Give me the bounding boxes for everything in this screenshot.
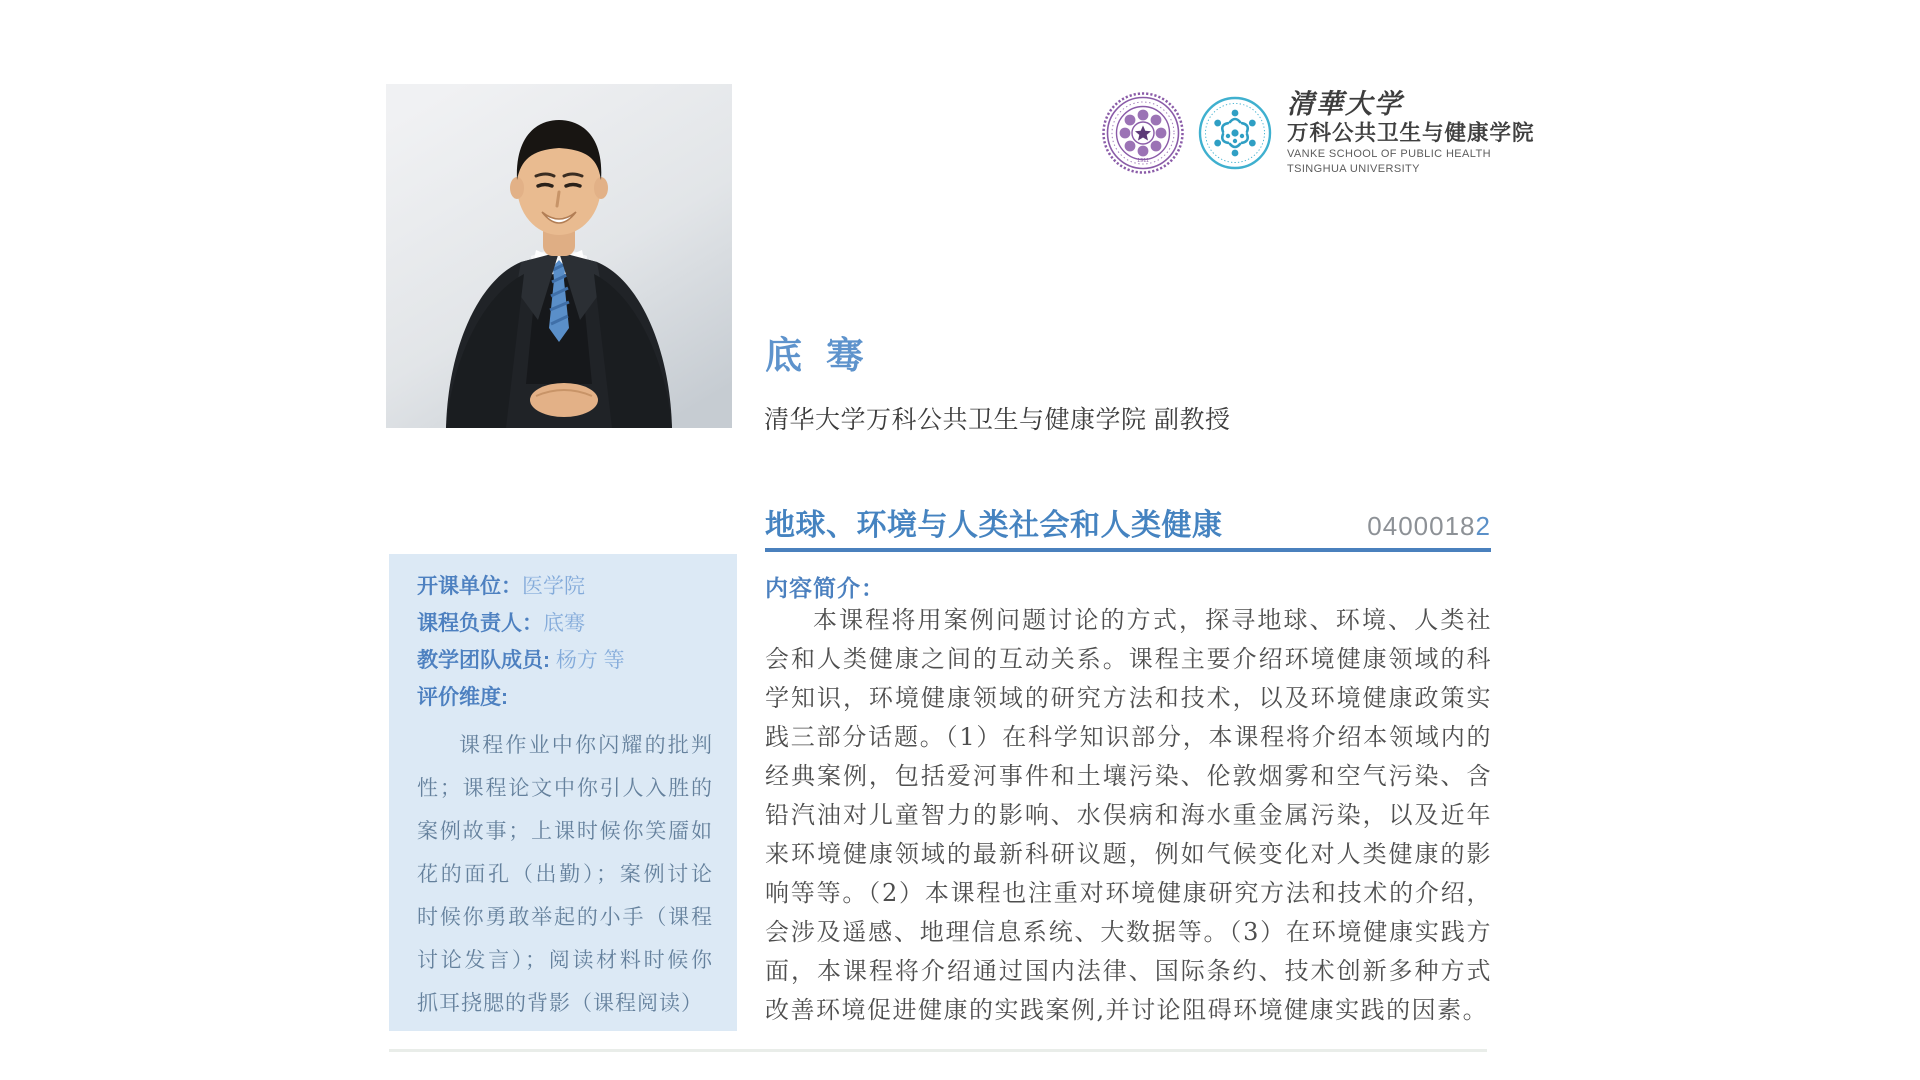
info-value: 底骞: [543, 612, 585, 635]
course-title: 地球、环境与人类社会和人类健康: [765, 509, 1223, 542]
tsinghua-calligraphy: 清華大学: [1287, 89, 1403, 120]
svg-text:1911: 1911: [1137, 157, 1149, 164]
intro-paragraph: 本课程将用案例问题讨论的方式，探寻地球、环境、人类社会和人类健康之间的互动关系。课程主要介绍环境健康领域的科学知识，环境健康领域的研究方法和技术，以及环境健康政策实践三部分话题。（1）在科学知识部分，本课程将介绍本领域内的经典案例，包括爱河事件和土壤污染、伦敦烟雾和空气污染、含铅汽油对儿童智力的影响、水俣病和海水重金属污染，以及近年来环境健康领域的最新科研议题，例如气候变化对人类健康的影响等等。（2）本课程也注重对环境健康研究方法和技术的介绍，会涉及遥感、地理信息系统、大数据等。（3）在环境健康实践方面，本课程将介绍通过国内法律、国际条约、技术创新多种方式改善环境促进健康的实践案例,并讨论阻碍环境健康实践的因素。: [765, 606, 1492, 1024]
school-name-en-line2: TSINGHUA UNIVERSITY: [1287, 163, 1420, 175]
instructor-photo: [386, 84, 732, 428]
info-row-evaluation: [417, 679, 713, 716]
evaluation-description: 课程作业中你闪耀的批判性；课程论文中你引人入胜的案例故事；上课时候你笑靥如花的面孔（出勤）；案例讨论时候你勇敢举起的小手（课程讨论发言）；阅读材料时候你抓耳挠腮的背影（课程阅读）: [417, 733, 713, 1015]
info-row-team: [417, 642, 713, 679]
intro-heading: 内容简介：: [765, 575, 885, 601]
heading-underline: [765, 548, 1491, 552]
course-info-panel: [389, 554, 737, 1031]
school-logo-group: [1101, 88, 1535, 177]
instructor-title: 清华大学万科公共卫生与健康学院 副教授: [764, 406, 1231, 434]
info-row-department: [417, 568, 713, 605]
instructor-portrait-graphic: [386, 84, 732, 428]
info-label: 评价维度:: [417, 686, 508, 709]
course-heading-row: [765, 500, 1491, 544]
course-code: [1367, 511, 1491, 542]
bottom-divider: [389, 1049, 1487, 1052]
school-name-cn: 万科公共卫生与健康学院: [1287, 121, 1535, 145]
instructor-name: 底 骞: [765, 335, 871, 376]
info-label: 课程负责人：: [417, 612, 543, 635]
info-value: 杨方 等: [555, 649, 625, 672]
course-code-gray: 0400018: [1367, 511, 1476, 541]
info-value: 医学院: [522, 575, 585, 598]
tsinghua-seal-icon: [1101, 91, 1185, 175]
school-name-en-line1: VANKE SCHOOL OF PUBLIC HEALTH: [1287, 148, 1491, 160]
school-logo-text: [1287, 88, 1535, 177]
course-code-accent: 2: [1475, 511, 1491, 541]
vanke-school-logo-icon: [1197, 95, 1273, 171]
info-label: 开课单位：: [417, 575, 522, 598]
info-label: 教学团队成员:: [417, 649, 550, 672]
info-row-leader: [417, 605, 713, 642]
